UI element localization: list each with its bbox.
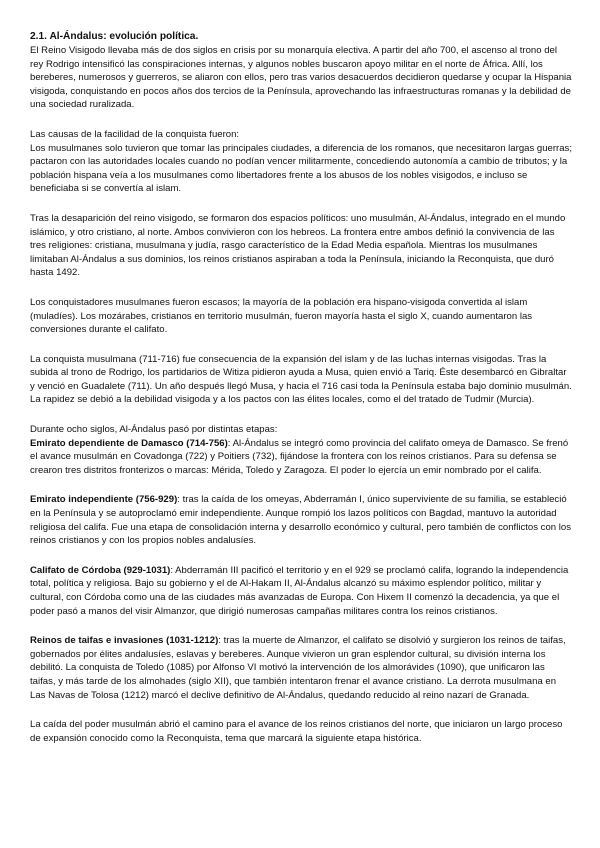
period-text: : Al-Ándalus se integró como provincia del califato omeya de Damasco. Se frenó el avance musulmán en Covadonga (722) y Poitiers (732), fijándose la frontera con los reinos cristianos. Para su defensa se crearon tres distritos fronterizos o marcas: Mérida, Toledo y Zaragoza. El poder lo ejercía un emir nombrado por el califa. [30, 437, 569, 476]
period-califato [30, 564, 572, 618]
causes-text: Los musulmanes solo tuvieron que tomar las principales ciudades, a diferencia de los romanos, que necesitaron largas guerras; pactaron con las autoridades locales cuando no podían vencer militarmente, concediendo autonomía a cambio de tributos; y la población hispana veía a los musulmanes como libertadores frente a los abusos de los nobles visigodos, e incluso se beneficiaba si se convertía al islam. [30, 142, 573, 195]
two-spaces-paragraph: Tras la desaparición del reino visigodo, se formaron dos espacios políticos: uno musulmán, Al-Ándalus, integrado en el mundo islámico, y otro cristiano, al norte. Ambos convivieron con los hebreos. La frontera entre ambos definió la convivencia de las tres religiones: cristiana, musulmana y judía, rasgo característico de la Edad Media española. Mientras los musulmanes limitaban Al-Ándalus a sus dominios, los reinos cristianos aspiraban a toda la Península, iniciando la Reconquista, que duró hasta 1492. [30, 212, 566, 279]
period-taifas [30, 634, 572, 702]
period-term: Emirato dependiente de Damasco (714-756) [30, 437, 228, 449]
period-emirato-dependiente [30, 423, 572, 477]
period-text: : tras la caída de los omeyas, Abderramán I, único superviviente de su familia, se estableció en la Península y se autoproclamó emir independiente. Aunque rompió los lazos políticos con Bagdad, mantuvo la autoridad religiosa del califa. Fue una etapa de consolidación interna y desarrollo económico y cultural, pero también de conflictos con los reinos cristianos y con los propios nobles andalusíes. [30, 494, 572, 547]
population-paragraph: Los conquistadores musulmanes fueron escasos; la mayoría de la población era hispano-visigoda convertida al islam (muladíes). Los mozárabes, cristianos en territorio musulmán, fueron mayoría hasta el siglo X, cuando aumentaron las conversiones durante el califato. [30, 296, 533, 336]
period-term: Emirato independiente (756-929) [30, 494, 178, 506]
section-heading: 2.1. Al-Ándalus: evolución política. [30, 31, 199, 42]
conquest-paragraph: La conquista musulmana (711-716) fue consecuencia de la expansión del islam y de las luchas internas visigodas. Tras la subida al trono de Rodrigo, los partidarios de Witiza pidieron ayuda a Musa, quien envió a Tariq. Éste desembarcó en Gibraltar y venció en Guadalete (711). Un año después llegó Musa, y hacia el 716 casi toda la Península estaba bajo dominio musulmán. La rapidez se debió a la debilidad visigoda y a los pactos con las élites locales, como el del tratado de Tudmir (Murcia). [30, 353, 572, 406]
stages-intro: Durante ocho siglos, Al-Ándalus pasó por distintas etapas: [30, 424, 278, 436]
intro-paragraph: El Reino Visigodo llevaba más de dos siglos en crisis por su monarquía electiva. A partir del año 700, el ascenso al trono del rey Rodrigo intensificó las conspiraciones internas, y algunos nobles buscaron apoyo militar en el norte de África. Allí, los bereberes, numerosos y guerreros, se aliaron con ellos, pero tras varios desacuerdos decidieron quedarse y ocupar la Hispania visigoda, conquistando en pocos años dos tercios de la Península, aprovechando las infraestructuras romanas y la debilidad de una sociedad ruralizada. [30, 45, 572, 111]
period-text: : tras la muerte de Almanzor, el califato se disolvió y surgieron los reinos de taifas, gobernados por élites andalusíes, eslavas y bereberes. Aunque vivieron un gran esplendor cultural, su división interna los debilitó. La conquista de Toledo (1085) por Alfonso VI motivó la intervención de los almorávides (1090), que unificaron las taifas, y más tarde de los almohades (siglo XII), que también intentaron frenar el avance cristiano. La derrota musulmana en Las Navas de Tolosa (1212) marcó el declive definitivo de Al-Ándalus, quedando reducido al reino nazarí de Granada. [30, 635, 566, 701]
period-text: : Abderramán III pacificó el territorio y en el 929 se proclamó califa, logrando la independencia total, política y religiosa. Bajo su gobierno y el de Al-Hakam II, Al-Ándalus alcanzó su máximo esplendor político, militar y cultural, con Córdoba como una de las ciudades más avanzadas de Europa. Con Hixem II comenzó la decadencia, ya que el poder pasó a manos del visir Almanzor, que dirigió numerosas campañas militares contra los reinos cristianos. [30, 564, 569, 617]
causes-title: Las causas de la facilidad de la conquista fueron: [30, 128, 240, 140]
period-term: Califato de Córdoba (929-1031) [30, 564, 171, 576]
period-term: Reinos de taifas e invasiones (1031-1212) [30, 635, 219, 647]
period-emirato-independiente [30, 493, 572, 547]
conclusion-paragraph: La caída del poder musulmán abrió el camino para el avance de los reinos cristianos del norte, que iniciaron un largo proceso de expansión conocido como la Reconquista, tema que marcará la siguiente etapa histórica. [30, 719, 563, 744]
causes-paragraph [30, 128, 572, 196]
